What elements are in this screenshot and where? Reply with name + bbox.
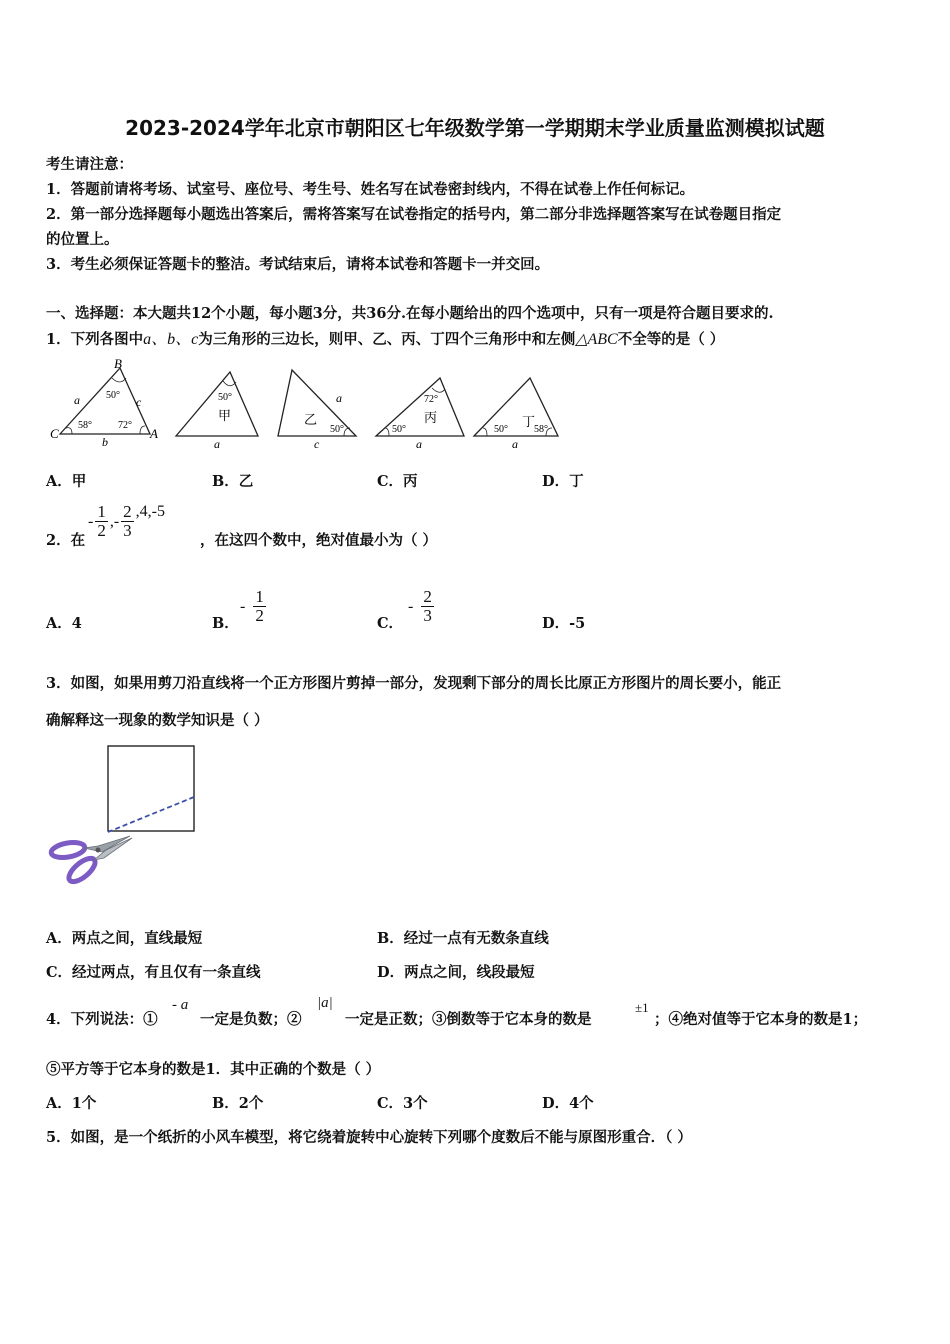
jia-side: a (214, 437, 220, 451)
q2-frac1-den: 2 (97, 521, 106, 540)
notice-item-2-cont: 的位置上。 (46, 231, 119, 248)
page-title: 2023-2024学年北京市朝阳区七年级数学第一学期期末学业质量监测模拟试题 (125, 116, 825, 140)
q2-option-c-fraction (421, 588, 434, 625)
q2-rest: ,4,-5 (135, 502, 165, 520)
q2-option-c-num: 2 (423, 587, 432, 606)
q4-part-4: ；④绝对值等于它本身的数是1； (654, 1011, 868, 1028)
q2-fraction-2 (121, 503, 134, 540)
q2-minus-1: - (88, 512, 94, 530)
q2-option-c-den: 3 (423, 606, 432, 625)
q2-option-b-den: 2 (255, 606, 264, 625)
q3-option-c[interactable]: C．经过两点，有且仅有一条直线 (46, 964, 261, 981)
q2-num: 2．在 (46, 532, 86, 549)
triangle-yi (278, 370, 356, 451)
bing-angle-2: 50° (392, 424, 406, 435)
notice-heading: 考生请注意： (46, 156, 133, 173)
q4-math-abs-a: |a| (317, 995, 333, 1011)
q4-part-3: 一定是正数；③倒数等于它本身的数是 (345, 1011, 592, 1028)
q2-option-a[interactable]: A．4 (46, 615, 82, 632)
q4-math-neg-a: - a (172, 997, 189, 1013)
jia-angle: 50° (218, 392, 232, 403)
label-angC: 58° (78, 420, 92, 431)
q2-stem: ，在这四个数中，绝对值最小为（ ） (200, 532, 438, 549)
q4-stem-line-2: ⑤平方等于它本身的数是1．其中正确的个数是（ ） (46, 1061, 381, 1078)
triangle-jia (176, 372, 258, 451)
q1-option-d[interactable]: D．丁 (542, 473, 584, 490)
yi-side-c: c (314, 437, 320, 451)
label-a: a (74, 393, 80, 407)
label-c: c (136, 395, 142, 409)
q2-option-b-label[interactable]: B． (212, 615, 239, 632)
ding-name: 丁 (522, 414, 536, 429)
q2-fraction-1 (95, 503, 108, 540)
label-C: C (50, 426, 59, 441)
q2-frac1-num: 1 (97, 502, 106, 521)
yi-side-a: a (336, 391, 342, 405)
q2-option-c-label[interactable]: C． (377, 615, 404, 632)
q1-stem (46, 326, 724, 349)
q4-option-d[interactable]: D．4个 (542, 1095, 594, 1112)
q1-triangle: △ABC (575, 331, 618, 348)
yi-name: 乙 (304, 412, 318, 427)
q3-option-b[interactable]: B．经过一点有无数条直线 (377, 930, 549, 947)
q4-math-pm1: ±1 (635, 1000, 649, 1015)
q1-stem-a: 1．下列各图中 (46, 331, 144, 348)
label-b: b (102, 435, 108, 449)
q3-stem-line-1: 3．如图，如果用剪刀沿直线将一个正方形图片剪掉一部分，发现剩下部分的周长比原正方形图片的周长要小，能正 (46, 675, 782, 692)
q2-number-list (88, 503, 165, 540)
ding-angle-2: 58° (534, 424, 548, 435)
q1-figures (46, 356, 566, 456)
q2-option-c-value[interactable] (408, 588, 434, 625)
q1-stem-c: 不全等的是（ ） (617, 331, 725, 348)
label-A: A (150, 426, 158, 441)
label-angA: 72° (118, 420, 132, 431)
q1-option-a[interactable]: A．甲 (46, 473, 87, 490)
yi-angle: 50° (330, 424, 344, 435)
triangle-ding (474, 378, 558, 451)
bing-side: a (416, 437, 422, 451)
q5-stem: 5．如图，是一个纸折的小风车模型，将它绕着旋转中心旋转下列哪个度数后不能与原图形重合．（ ） (46, 1129, 692, 1146)
q3-option-a[interactable]: A．两点之间，直线最短 (46, 930, 203, 947)
q4-option-b[interactable]: B．2个 (212, 1095, 264, 1112)
bing-angle-1: 72° (424, 394, 438, 405)
q3-option-d[interactable]: D．两点之间，线段最短 (377, 964, 535, 981)
q4-option-c[interactable]: C．3个 (377, 1095, 428, 1112)
q2-option-b-num: 1 (255, 587, 264, 606)
q4-part-1: 4．下列说法：① (46, 1011, 158, 1028)
q2-option-b-fraction (253, 588, 266, 625)
ref-triangle (50, 356, 158, 449)
notice-item-2: 2．第一部分选择题每小题选出答案后，需将答案写在试卷指定的括号内，第二部分非选择题答案写在试卷题目指定 (46, 206, 782, 223)
q2-frac2-num: 2 (123, 502, 132, 521)
q2-comma-minus: ,- (109, 512, 120, 530)
q4-part-2: 一定是负数；② (200, 1011, 302, 1028)
q3-stem-line-2: 确解释这一现象的数学知识是（ ） (46, 712, 269, 729)
triangle-bing (376, 378, 464, 451)
scissors-icon (50, 836, 132, 886)
section-heading: 一、选择题：本大题共12个小题，每小题3分，共36分.在每小题给出的四个选项中，只有一项是符合题目要求的. (46, 305, 774, 322)
jia-name: 甲 (218, 408, 232, 423)
q1-vars: a、b、c (143, 331, 199, 348)
label-angB: 50° (106, 390, 120, 401)
q2-frac2-den: 3 (123, 521, 132, 540)
notice-item-3: 3．考生必须保证答题卡的整洁。考试结束后，请将本试卷和答题卡一并交回。 (46, 256, 550, 273)
q3-figure (46, 740, 206, 890)
q2-option-b-minus: - (240, 597, 246, 615)
notice-item-1: 1．答题前请将考场、试室号、座位号、考生号、姓名写在试卷密封线内，不得在试卷上作任何标记。 (46, 181, 695, 198)
q2-option-d[interactable]: D．-5 (542, 615, 586, 632)
q1-option-b[interactable]: B．乙 (212, 473, 254, 490)
ding-side: a (512, 437, 518, 451)
q1-stem-b: 为三角形的三边长，则甲、乙、丙、丁四个三角形中和左侧 (198, 331, 576, 348)
q4-option-a[interactable]: A．1个 (46, 1095, 97, 1112)
square-picture (108, 746, 194, 831)
q2-option-b-value[interactable] (240, 588, 266, 625)
label-B: B (114, 356, 122, 371)
ding-angle-1: 50° (494, 424, 508, 435)
q2-option-c-minus: - (408, 597, 414, 615)
q1-option-c[interactable]: C．丙 (377, 473, 418, 490)
bing-name: 丙 (424, 410, 438, 425)
